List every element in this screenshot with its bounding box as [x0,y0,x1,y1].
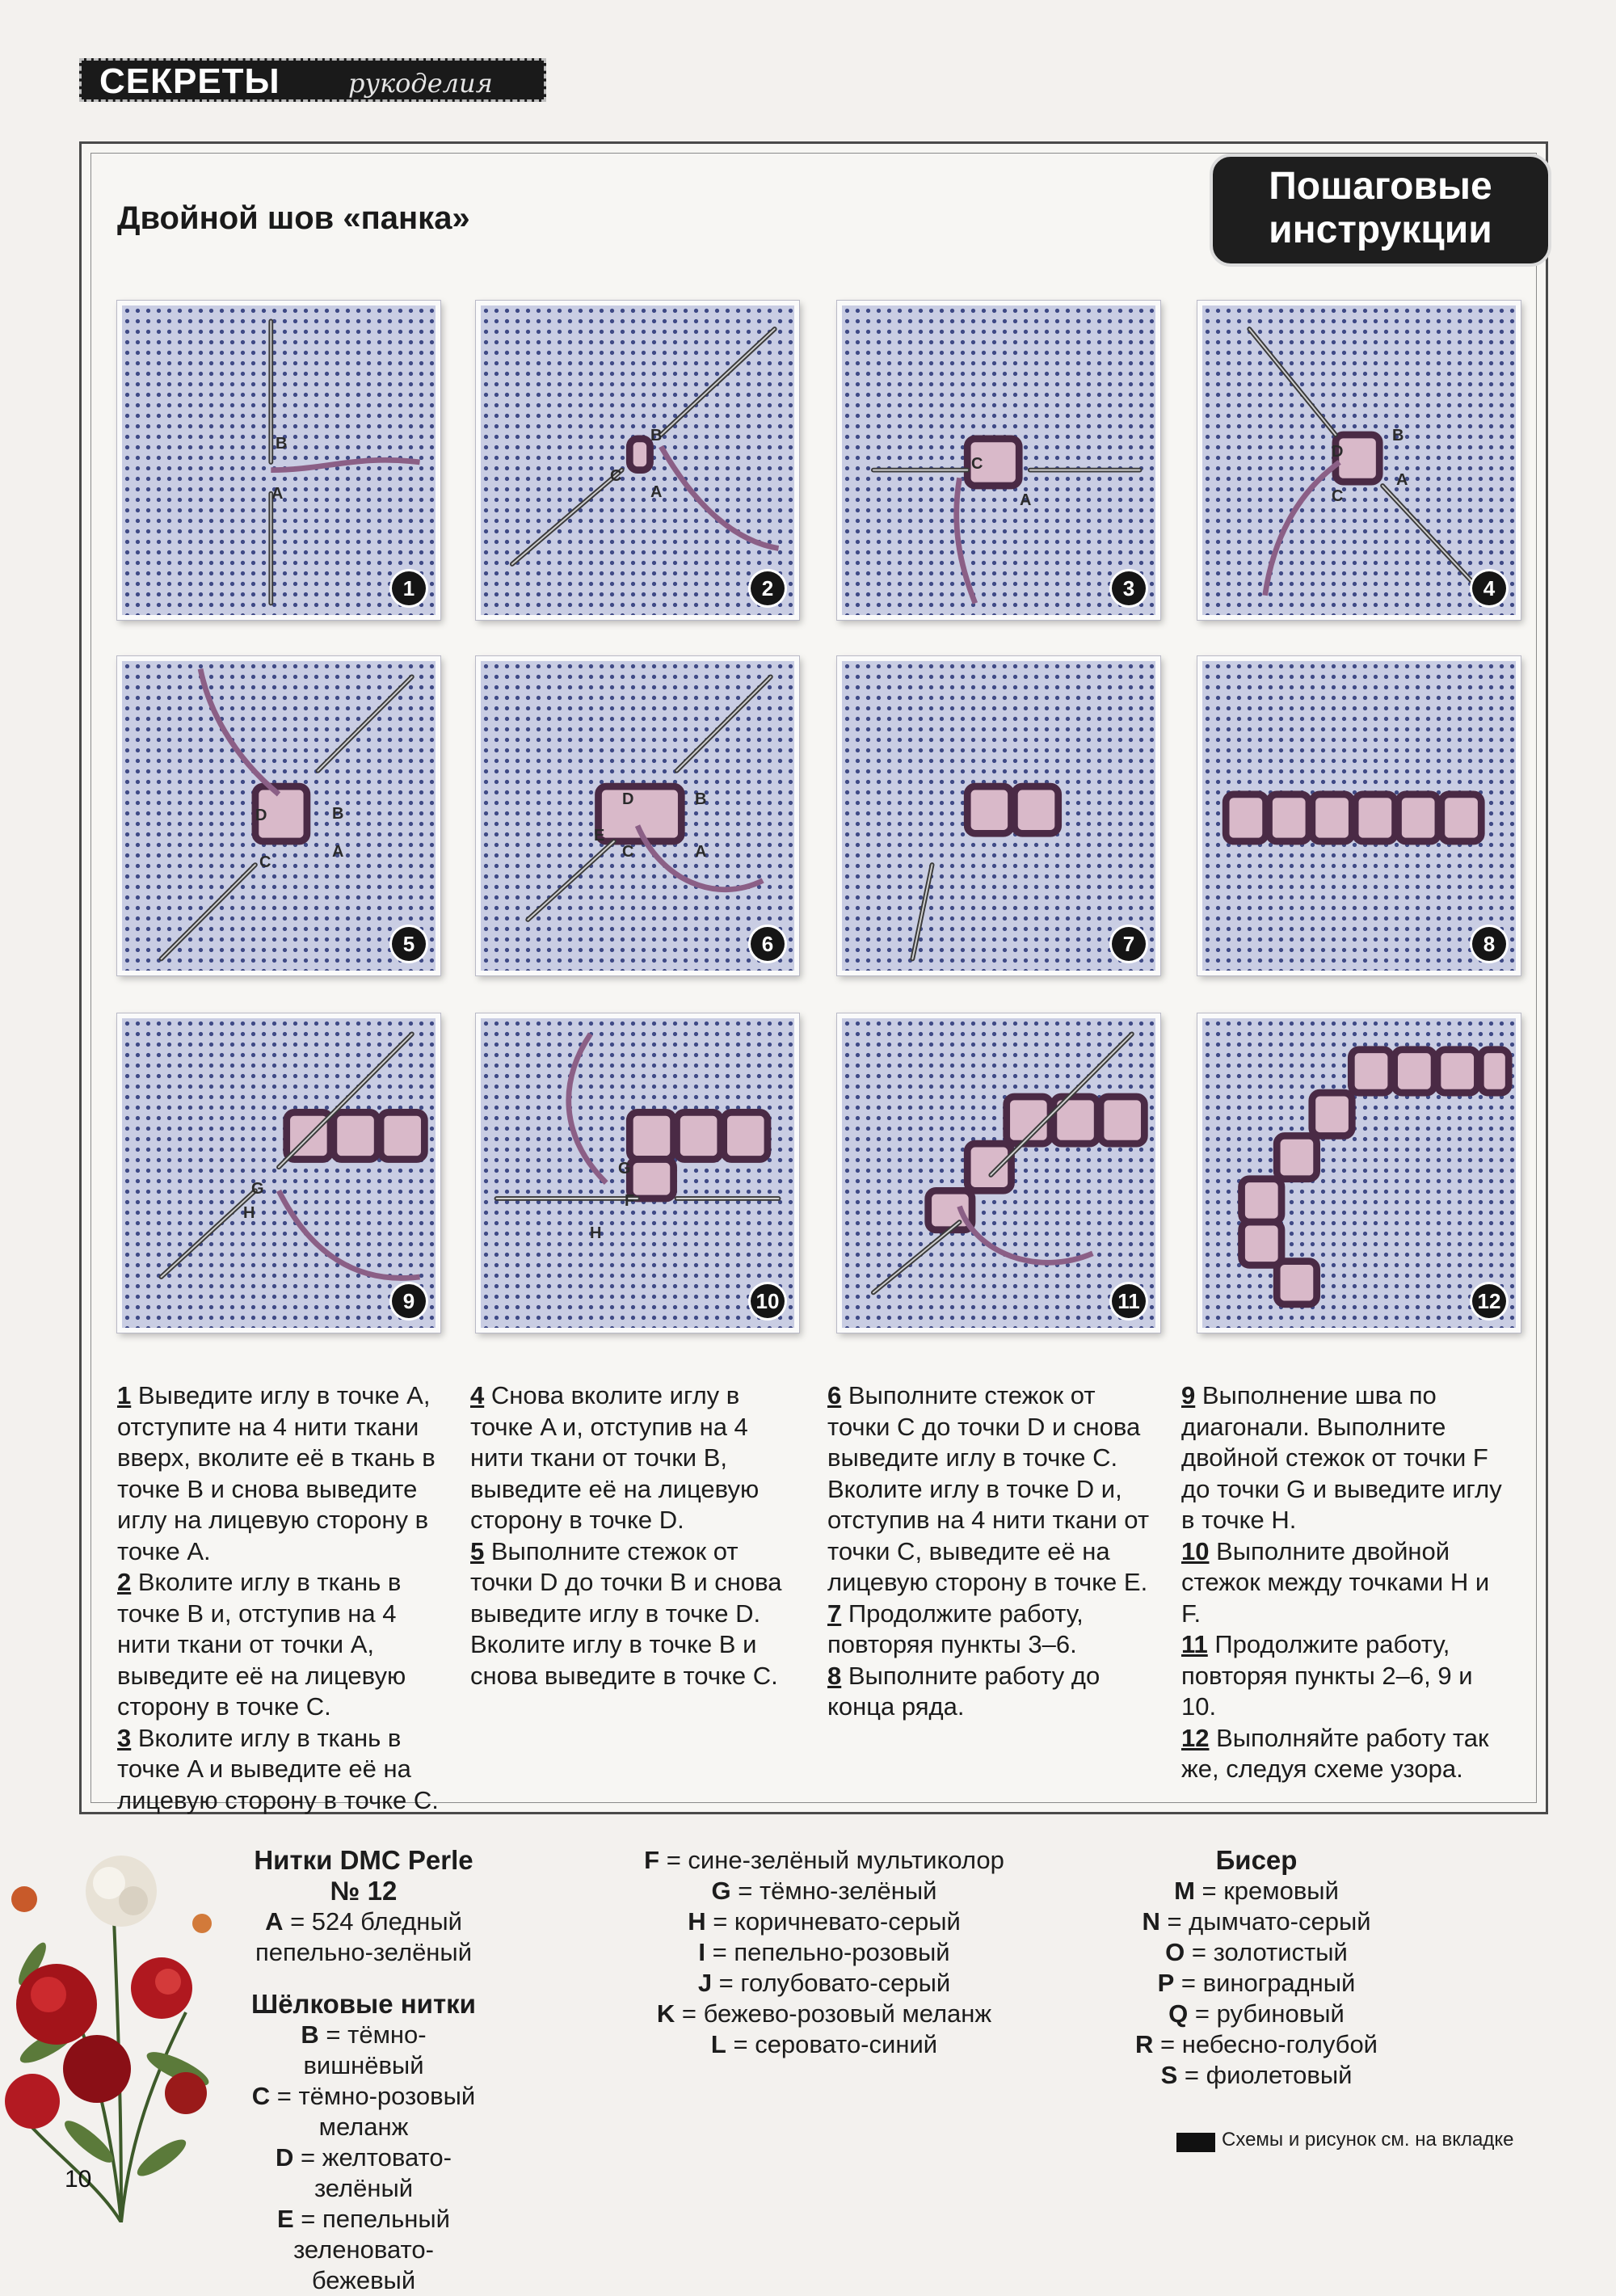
legend-item: O = золотистый [1165,1938,1348,1966]
needle-highlight [676,676,770,770]
stitch-illustration [842,1018,1155,1328]
section-header [79,58,546,102]
point-label: D [622,790,634,808]
stitch [629,1160,673,1199]
stitch-illustration [1202,305,1516,615]
stitch-illustration [122,305,436,615]
stitch-illustration [122,661,436,971]
stitch-illustration [122,1018,436,1328]
step-photo-3 [837,301,1160,620]
point-label: G [251,1180,264,1198]
point-label: A [1396,471,1408,489]
step-2: 2 Вколите иглу в ткань в точке B и, отступив на 4 нити ткани от точки A, выведите её на лицевую сторону в точке C. [117,1568,406,1721]
thread [960,1207,1093,1263]
stitch [1226,794,1265,841]
step-photo-10 [476,1013,799,1333]
step-photo-8 [1197,656,1521,975]
step-photo-9 [117,1013,440,1333]
step-number-badge: 1 [392,571,426,605]
stitch-illustration [842,661,1155,971]
note-text: Схемы и рисунок см. на вкладке [1222,2129,1514,2151]
stitch [967,1144,1011,1190]
section-subtitle: рукоделия [348,68,493,99]
stitch [1312,794,1352,841]
point-label: A [1020,491,1032,509]
legend-item: A = 524 бледный [265,1907,462,1936]
legend-beads [1115,1845,1398,2091]
legend-beads-title: Бисер [1215,1845,1298,1875]
stitch [1437,1050,1477,1093]
needle-highlight [162,865,255,958]
step-photo-12 [1197,1013,1521,1333]
thread [271,460,419,470]
point-label: B [276,435,288,453]
step-number-badge: 7 [1112,927,1146,961]
step-number-badge: 10 [751,1284,785,1318]
section-brand: СЕКРЕТЫ [99,61,280,101]
stitch-illustration [481,305,794,615]
step-9: 9 Выполнение шва по диагонали. Выполните двойной стежок от точки F до точки G и выведите иглу в точке H. [1181,1381,1502,1534]
stitch [1395,1050,1434,1093]
point-label: B [332,805,344,823]
stitch [1312,1093,1352,1135]
stitch [1242,1179,1281,1222]
point-label: E [594,827,605,845]
legend-item: I = пепельно-розовый [698,1938,950,1966]
legend-dmc-title: Нитки DMC Perle № 12 [254,1845,473,1906]
thread [200,669,279,794]
step-number-badge: 3 [1112,571,1146,605]
needle-highlight [528,841,614,920]
point-label: F [625,1192,635,1210]
legend-item: зеленовато-бежевый [293,2235,434,2294]
stitch [334,1112,377,1159]
legend-item: Q = рубиновый [1168,1999,1345,2028]
point-label: D [1332,443,1344,461]
point-label: D [255,807,267,824]
thread [661,447,778,549]
flowers-decoration-icon [0,1802,242,2222]
thread [957,478,975,603]
legend-item: пепельно-зелёный [255,1938,473,1966]
page-number: 10 [65,2166,92,2193]
legend-item: G = тёмно-зелёный [711,1877,937,1905]
step-number-badge: 2 [751,571,785,605]
stitch-illustration [1202,1018,1516,1328]
stitch [1277,1262,1316,1304]
badge-line-1: Пошаговые [1269,165,1492,208]
point-label: C [1332,487,1344,505]
stitch-illustration [481,1018,794,1328]
needle-highlight [1249,329,1336,435]
point-label: C [971,455,983,473]
step-6: 6 Выполните стежок от точки C до точки D и снова выведите иглу в точке C. Вколите иглу в точке D и, отступив на 4 нити ткани от точки C, выведите её на лицевую сторону в точке E. [827,1381,1150,1596]
step-photo-5 [117,656,440,975]
point-label: B [650,427,663,444]
step-number-badge: 8 [1472,927,1506,961]
page-title: Двойной шов «панка» [117,200,470,236]
step-number-badge: 4 [1472,571,1506,605]
step-11: 11 Продолжите работу, повторяя пункты 2–6, 9 и 10. [1181,1630,1473,1721]
legend-silk-title: Шёлковые нитки [251,1989,476,2019]
point-label: C [622,843,634,861]
legend-item: E = пепельный [277,2205,450,2233]
point-label: C [610,467,622,485]
step-4: 4 Снова вколите иглу в точке A и, отступив на 4 нити ткани от точки B, выведите её на лицевую сторону в точке D. [470,1381,760,1534]
legend-item: K = бежево-розовый меланж [656,1999,992,2028]
step-number-badge: 11 [1112,1284,1146,1318]
badge-line-2: инструкции [1269,209,1492,251]
legend-item: S = фиолетовый [1160,2061,1353,2089]
step-7: 7 Продолжите работу, повторяя пункты 3–6. [827,1599,1084,1658]
step-8: 8 Выполните работу до конца ряда. [827,1661,1100,1721]
stitch-illustration [842,305,1155,615]
step-photo-7 [837,656,1160,975]
point-label: H [243,1204,255,1222]
point-label: B [1392,427,1404,444]
step-number-badge: 12 [1472,1284,1506,1318]
stitch [381,1112,424,1159]
instructions-col-3 [827,1380,1151,1723]
stitch [1441,794,1481,841]
stitch-illustration [1202,661,1516,971]
point-label: A [695,843,707,861]
stitch [1480,1050,1509,1093]
point-label: A [332,843,344,861]
step-photo-2 [476,301,799,620]
stitch [1277,1135,1316,1178]
step-10: 10 Выполните двойной стежок между точками H и F. [1181,1536,1490,1628]
legend-silk-2 [622,1845,1026,2060]
point-label: G [618,1160,631,1177]
thread [279,1190,420,1278]
needle-highlight [912,865,932,958]
instructions-col-1 [117,1380,440,1816]
needle-highlight [512,470,622,564]
step-number-badge: 9 [392,1284,426,1318]
thread [1265,462,1340,596]
legend-item: H = коричневато-серый [688,1907,961,1936]
step-photo-4 [1197,301,1521,620]
instructions-col-2 [470,1380,793,1691]
stitch [1351,1050,1391,1093]
legend-item: N = дымчато-серый [1142,1907,1371,1936]
stitch [1398,794,1437,841]
point-label: C [259,853,271,871]
stitch [1242,1222,1281,1265]
stitch [1269,794,1308,841]
point-label: H [590,1224,602,1242]
step-12: 12 Выполняйте работу так же, следуя схеме узора. [1181,1723,1489,1783]
needle-highlight [873,1222,960,1292]
legend-item: L = серовато-синий [710,2030,938,2058]
point-label: B [695,790,707,808]
point-label: A [650,483,663,501]
stitch [629,439,650,470]
stitch-illustration [481,661,794,971]
needle-highlight [162,1190,255,1277]
legend-item: C = тёмно-розовый меланж [251,2082,476,2141]
legend-item: J = голубовато-серый [697,1969,951,1997]
step-photo-1 [117,301,440,620]
legend-item: F = сине-зелёный мультиколор [644,1846,1004,1874]
needle-highlight [661,329,775,435]
stitch [1355,794,1395,841]
legend-item: R = небесно-голубой [1135,2030,1378,2058]
point-label: A [271,485,284,503]
legend-item: P = виноградный [1157,1969,1356,1997]
step-photo-6 [476,656,799,975]
stitch [967,786,1011,833]
step-number-badge: 6 [751,927,785,961]
legend-item: B = тёмно-вишнёвый [301,2020,427,2079]
stitch [1014,786,1058,833]
thread [569,1034,606,1182]
note-marker-icon [1176,2133,1215,2152]
step-number-badge: 5 [392,927,426,961]
stitch [1100,1097,1144,1144]
stitch [629,1112,673,1159]
stitch [724,1112,768,1159]
needle-highlight [318,676,411,770]
stitch [676,1112,720,1159]
step-5: 5 Выполните стежок от точки D до точки B и снова выведите иглу в точке D. Вколите иглу в точке B и снова выведите в точке C. [470,1536,782,1690]
step-by-step-badge [1210,154,1551,267]
legend-item: M = кремовый [1174,1877,1339,1905]
legend-dmc [242,1845,485,2296]
step-photo-11 [837,1013,1160,1333]
legend-item: D = желтовато-зелёный [276,2143,452,2202]
step-3: 3 Вколите иглу в ткань в точке A и выведите её на лицевую сторону в точке C. [117,1723,439,1814]
instructions-col-4 [1181,1380,1504,1785]
step-1: 1 Выведите иглу в точке A, отступите на 4 нити ткани вверх, вколите её в ткань в точке B и снова выведите иглу на лицевую сторону в точке A. [117,1381,436,1565]
